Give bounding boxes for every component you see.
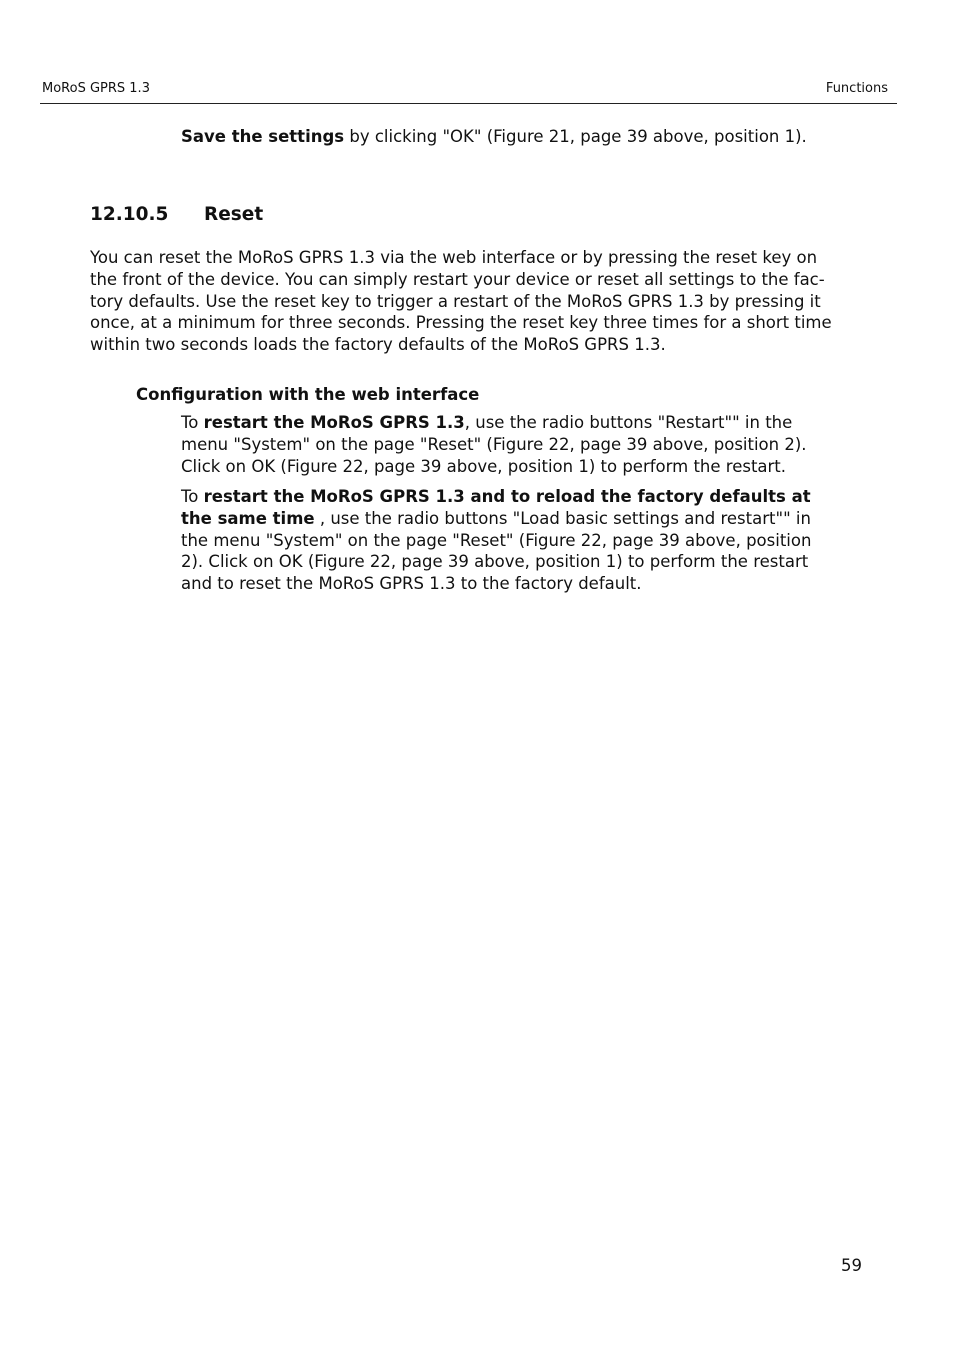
restart-paragraph [181,412,836,477]
restart-lead: To [181,413,204,432]
section-heading [90,204,263,225]
header-product-name: MoRoS GPRS 1.3 [42,81,150,96]
reload-text: , use the radio buttons "Load basic settings and restart"" in the menu "System" on the page "Reset" (Figure 22, page 39 above, position 2). Click on OK (Figure 22, page 39 above, position 1) to perform the restart and to reset the MoRoS GPRS 1.3 to the factory default. [181,508,812,594]
reload-defaults-paragraph [181,486,836,595]
restart-bold: restart the MoRoS GPRS 1.3 [203,413,465,432]
subsection-heading: Configuration with the web interface [136,385,480,404]
restart-text: , use the radio buttons "Restart"" in the menu "System" on the page "Reset" (Figure 22, page 39 above, position 2). Click on OK (Figure 22, page 39 above, position 1) to perform the restart. [181,413,807,476]
intro-paragraph: You can reset the MoRoS GPRS 1.3 via the web interface or by pressing the reset key on the front of the device. You can simply restart your device or reset all settings to the fac-tory defaults. Use the reset key to trigger a restart of the MoRoS GPRS 1.3 by pressing it once, at a minimum for three seconds. Pressing the reset key three times for a short time within two seconds loads the factory defaults of the MoRoS GPRS 1.3. [90,248,832,355]
save-settings-text: by clicking "OK" (Figure 21, page 39 above, position 1). [344,127,807,146]
reload-lead: To [181,487,204,506]
save-settings-bold: Save the settings [181,127,345,146]
section-title: Reset [204,204,264,225]
page-header [40,78,897,104]
reload-bold: restart the MoRoS GPRS 1.3 and to reload the factory defaults at the same time [181,487,811,528]
header-chapter-name: Functions [825,81,888,96]
page-number: 59 [841,1256,862,1275]
save-settings-paragraph [181,126,841,148]
section-number: 12.10.5 [90,204,169,225]
